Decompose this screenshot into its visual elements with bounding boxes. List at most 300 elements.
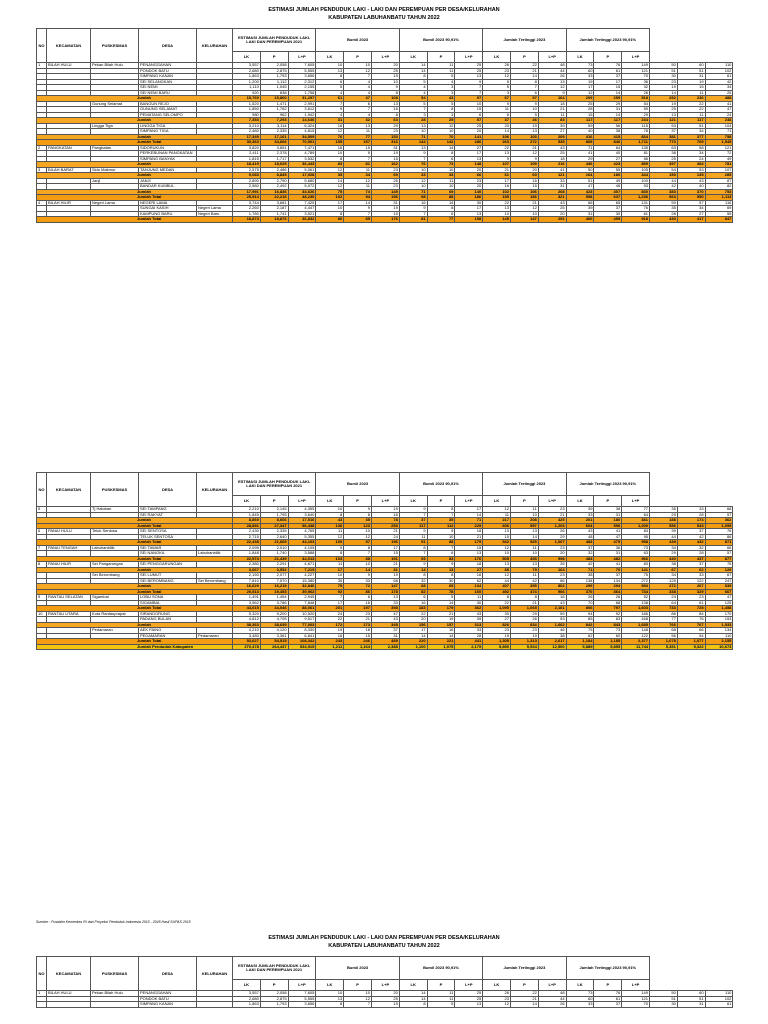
- cell-value: 117: [677, 118, 705, 124]
- cell-desa: GUNUNG SELAMAT: [139, 107, 197, 113]
- cell-value: 209: [538, 134, 566, 140]
- cell-value: 20: [511, 167, 539, 173]
- cell-value: 34: [705, 85, 733, 91]
- header-no: NO: [37, 957, 47, 991]
- cell-desa: SIDORUKUN: [139, 145, 197, 151]
- cell-desa: TELUK SENTOSA: [139, 534, 197, 540]
- cell-value: 88: [344, 556, 372, 562]
- cell-value: 69: [427, 189, 455, 195]
- cell-value: 36,832: [288, 217, 316, 223]
- header-group: Jumlah Tertinggi 2023: [483, 473, 566, 496]
- cell-value: 153: [371, 134, 399, 140]
- cell-value: 4,355: [288, 507, 316, 513]
- cell-value: 54: [399, 96, 427, 102]
- cell-value: 493: [511, 556, 539, 562]
- cell-no: 10: [37, 611, 47, 617]
- header-sub: LK: [233, 52, 261, 63]
- cell-value: 725: [677, 606, 705, 612]
- cell-value: 5,534: [511, 644, 539, 650]
- cell-value: 484: [566, 556, 594, 562]
- cell-value: 10: [399, 129, 427, 135]
- cell-value: 550: [677, 195, 705, 201]
- cell-value: 18,025: [260, 162, 288, 168]
- cell-value: 7: [399, 107, 427, 113]
- cell-value: 7,219: [288, 567, 316, 573]
- cell-value: 42: [705, 79, 733, 85]
- cell-value: 188: [650, 518, 678, 524]
- cell-value: 7: [399, 512, 427, 518]
- cell-value: 19: [511, 633, 539, 639]
- cell-value: 148: [455, 162, 483, 168]
- cell-value: 518: [622, 96, 650, 102]
- cell-value: 51: [650, 996, 678, 1002]
- cell-value: 34,666: [260, 140, 288, 146]
- cell-value: 243: [316, 639, 344, 645]
- cell-kelurahan: Pedamaran: [197, 633, 233, 639]
- header-desa: DESA: [139, 29, 197, 63]
- cell-value: 19: [371, 151, 399, 157]
- cell-value: 33: [427, 173, 455, 179]
- cell-value: 73: [566, 991, 594, 997]
- cell-value: 53: [650, 123, 678, 129]
- cell-value: 14: [650, 90, 678, 96]
- cell-value: 9: [399, 206, 427, 212]
- cell-value: 3,114: [260, 123, 288, 129]
- cell-no: 9: [37, 595, 47, 601]
- cell-value: 26: [511, 617, 539, 623]
- cell-value: 53: [538, 617, 566, 623]
- cell-value: 32: [399, 578, 427, 584]
- cell-value: 56,438: [288, 523, 316, 529]
- cell-desa: BANDAR KUMBUL: [139, 184, 197, 190]
- cell-value: 29: [650, 512, 678, 518]
- cell-value: 4,765: [288, 529, 316, 535]
- cell-value: 14: [511, 1002, 539, 1008]
- cell-value: 71: [399, 189, 427, 195]
- cell-value: 48: [538, 63, 566, 69]
- cell-value: 76: [316, 134, 344, 140]
- header-sub: P: [260, 980, 288, 991]
- cell-value: 1,203: [538, 523, 566, 529]
- cell-value: 37: [594, 573, 622, 579]
- cell-total-label: Jumlah: [37, 173, 233, 179]
- cell-value: 598: [566, 195, 594, 201]
- cell-value: 5,889: [566, 644, 594, 650]
- cell-value: 61: [705, 74, 733, 80]
- cell-value: 75: [316, 189, 344, 195]
- cell-value: 11: [344, 184, 372, 190]
- cell-value: 17: [594, 79, 622, 85]
- header-sub: L+P: [455, 52, 483, 63]
- cell-value: 91: [399, 540, 427, 546]
- cell-no: 1: [37, 991, 47, 997]
- cell-value: 1,793: [260, 74, 288, 80]
- cell-value: 15: [483, 534, 511, 540]
- cell-total-label: Jumlah: [37, 518, 233, 524]
- cell-desa: NEGERI LAMA: [139, 200, 197, 206]
- cell-value: 1,236: [622, 195, 650, 201]
- cell-value: 918: [622, 217, 650, 223]
- cell-value: 38: [566, 573, 594, 579]
- cell-value: 13: [344, 123, 372, 129]
- cell-value: 100: [622, 178, 650, 184]
- cell-puskesmas: Sigambal: [91, 595, 139, 601]
- cell-value: 482: [594, 556, 622, 562]
- cell-puskesmas: Negeri Lama: [91, 200, 139, 206]
- cell-value: 106: [511, 189, 539, 195]
- header-group: Jumlah Tertinggi 2023 90,91%: [566, 473, 649, 496]
- report-page-1: [0, 6, 768, 22]
- cell-value: 3,667: [233, 567, 261, 573]
- header-group: Bumil 2023: [316, 29, 399, 52]
- cell-value: 33: [399, 173, 427, 179]
- cell-total-label: Jumlah: [37, 622, 233, 628]
- cell-value: 83: [622, 562, 650, 568]
- cell-value: 31,297: [288, 96, 316, 102]
- cell-desa: SIGAMBAL: [139, 600, 197, 606]
- cell-value: 14,646: [288, 118, 316, 124]
- cell-puskesmas: Kota Rantauprapat: [91, 611, 139, 617]
- cell-value: 43: [538, 200, 566, 206]
- cell-value: 17,991: [233, 189, 261, 195]
- cell-value: 5,680: [288, 178, 316, 184]
- cell-value: 41: [538, 167, 566, 173]
- cell-value: 8: [399, 545, 427, 551]
- cell-value: 11: [427, 178, 455, 184]
- cell-value: 65: [427, 584, 455, 590]
- cell-value: 14: [399, 991, 427, 997]
- cell-value: 1,099: [705, 523, 733, 529]
- cell-total-label: Jumlah: [37, 189, 233, 195]
- cell-value: 9: [399, 529, 427, 535]
- cell-value: 22,216: [260, 195, 288, 201]
- cell-value: 6: [427, 156, 455, 162]
- cell-value: 4,671: [288, 562, 316, 568]
- cell-value: 32: [344, 118, 372, 124]
- cell-value: 44: [650, 178, 678, 184]
- cell-value: 22: [511, 63, 539, 69]
- cell-value: 5: [483, 79, 511, 85]
- cell-value: 23: [511, 628, 539, 634]
- cell-value: 37: [677, 529, 705, 535]
- cell-value: 492: [483, 589, 511, 595]
- cell-value: 78: [371, 518, 399, 524]
- cell-value: 44: [483, 578, 511, 584]
- cell-puskesmas: Tj Haloban: [91, 507, 139, 513]
- cell-value: 92: [316, 589, 344, 595]
- cell-value: 19: [316, 628, 344, 634]
- cell-value: 415: [594, 134, 622, 140]
- cell-value: 186: [455, 195, 483, 201]
- cell-value: 26: [538, 1002, 566, 1008]
- cell-value: 2,991: [288, 101, 316, 107]
- cell-value: 10: [483, 211, 511, 217]
- cell-value: 39: [538, 123, 566, 129]
- header-kelurahan: KELURAHAN: [197, 957, 233, 991]
- cell-value: 62: [677, 567, 705, 573]
- cell-value: 14: [399, 567, 427, 573]
- cell-value: 7: [399, 211, 427, 217]
- cell-value: 10: [316, 63, 344, 69]
- cell-value: 47: [344, 96, 372, 102]
- cell-desa: PEMATANG SELOMPO: [139, 112, 197, 118]
- cell-value: 66: [566, 200, 594, 206]
- cell-value: 11: [427, 996, 455, 1002]
- cell-value: 20: [483, 123, 511, 129]
- cell-value: 286: [455, 140, 483, 146]
- cell-value: 8: [316, 512, 344, 518]
- cell-value: 170: [705, 611, 733, 617]
- cell-value: 46: [538, 628, 566, 634]
- cell-value: 18: [538, 101, 566, 107]
- cell-value: 121: [705, 145, 733, 151]
- cell-value: 1,491: [233, 595, 261, 601]
- cell-value: 209: [566, 96, 594, 102]
- cell-value: 68: [371, 578, 399, 584]
- cell-value: 33: [566, 74, 594, 80]
- cell-value: 11: [511, 545, 539, 551]
- cell-value: 797: [594, 606, 622, 612]
- cell-desa: SEI RAKYAT: [139, 512, 197, 518]
- header-sub: P: [511, 496, 539, 507]
- cell-value: 7: [344, 107, 372, 113]
- cell-value: 134: [705, 628, 733, 634]
- cell-value: 259: [594, 96, 622, 102]
- cell-value: 9: [344, 206, 372, 212]
- cell-value: 272: [511, 140, 539, 146]
- cell-value: 770: [650, 140, 678, 146]
- cell-value: 3,640: [288, 512, 316, 518]
- cell-desa: BANGUN REJO: [139, 101, 197, 107]
- cell-value: 12: [316, 129, 344, 135]
- cell-value: 74: [344, 189, 372, 195]
- cell-value: 425: [538, 518, 566, 524]
- cell-value: 13: [427, 567, 455, 573]
- cell-value: 208: [511, 518, 539, 524]
- cell-value: 8: [399, 74, 427, 80]
- cell-value: 70: [594, 567, 622, 573]
- cell-value: 596: [594, 523, 622, 529]
- cell-value: 8: [427, 107, 455, 113]
- cell-value: 196: [371, 195, 399, 201]
- cell-value: 16,836: [260, 189, 288, 195]
- cell-value: 29: [650, 551, 678, 557]
- cell-value: 525: [511, 540, 539, 546]
- cell-value: 3,521: [288, 211, 316, 217]
- cell-value: 14: [344, 200, 372, 206]
- cell-value: 149: [622, 63, 650, 69]
- cell-value: 767: [677, 622, 705, 628]
- cell-value: 1,078: [650, 639, 678, 645]
- cell-value: 23: [371, 184, 399, 190]
- cell-value: 50: [650, 63, 678, 69]
- cell-value: 35: [344, 518, 372, 524]
- cell-value: 32: [677, 545, 705, 551]
- cell-value: 47: [566, 184, 594, 190]
- header-group: Jumlah Tertinggi 2023 90,91%: [566, 29, 649, 52]
- cell-desa: PONDOK BATU: [139, 68, 197, 74]
- cell-value: 172: [316, 622, 344, 628]
- cell-value: 162: [371, 162, 399, 168]
- cell-value: 14: [316, 178, 344, 184]
- cell-value: 1,110: [233, 85, 261, 91]
- cell-value: 178: [371, 589, 399, 595]
- cell-value: 36: [622, 79, 650, 85]
- cell-value: 30: [483, 611, 511, 617]
- cell-value: 15: [344, 145, 372, 151]
- cell-value: 3,532: [288, 156, 316, 162]
- cell-value: 3,681: [260, 200, 288, 206]
- cell-value: 2,715: [233, 534, 261, 540]
- cell-value: 121: [650, 118, 678, 124]
- cell-value: 958: [622, 540, 650, 546]
- title-line-2: KABUPATEN LABUHANBATU TAHUN 2022: [328, 15, 440, 21]
- cell-value: 30: [455, 200, 483, 206]
- cell-kecamatan: BILAH HULU: [47, 991, 91, 997]
- cell-value: 42: [650, 184, 678, 190]
- cell-value: 9: [371, 85, 399, 91]
- cell-value: 24: [371, 534, 399, 540]
- cell-value: 10: [427, 167, 455, 173]
- cell-value: 556: [650, 523, 678, 529]
- cell-value: 2,380: [233, 562, 261, 568]
- cell-value: 54,515: [260, 639, 288, 645]
- cell-value: 10,520: [288, 611, 316, 617]
- cell-value: 267: [677, 584, 705, 590]
- cell-value: 23: [538, 573, 566, 579]
- cell-value: 25: [650, 156, 678, 162]
- cell-value: 122: [677, 578, 705, 584]
- cell-value: 483: [566, 540, 594, 546]
- cell-value: 155: [483, 195, 511, 201]
- cell-value: 22,438: [233, 540, 261, 546]
- cell-value: 238: [705, 118, 733, 124]
- cell-no: 6: [37, 529, 47, 535]
- cell-value: 1,100: [399, 644, 427, 650]
- cell-value: 34: [650, 545, 678, 551]
- cell-value: 667: [705, 589, 733, 595]
- cell-value: 61: [622, 211, 650, 217]
- cell-value: 28: [399, 118, 427, 124]
- cell-value: 17: [399, 628, 427, 634]
- cell-value: 37: [594, 74, 622, 80]
- cell-value: 59: [538, 611, 566, 617]
- header-sub: LK: [483, 496, 511, 507]
- cell-value: 7: [316, 595, 344, 601]
- cell-value: 13: [371, 101, 399, 107]
- cell-value: 173: [344, 622, 372, 628]
- cell-value: 24: [677, 156, 705, 162]
- cell-value: 11: [455, 595, 483, 601]
- cell-value: 272: [622, 578, 650, 584]
- cell-value: 75: [705, 562, 733, 568]
- cell-value: 11: [677, 90, 705, 96]
- cell-value: 920: [233, 90, 261, 96]
- cell-value: 436: [566, 162, 594, 168]
- cell-value: 44,103: [288, 540, 316, 546]
- cell-value: 9: [399, 151, 427, 157]
- cell-value: 6: [344, 101, 372, 107]
- cell-value: 1,711: [622, 140, 650, 146]
- cell-value: 34,626: [288, 189, 316, 195]
- cell-value: 125: [705, 600, 733, 606]
- cell-value: 8: [316, 156, 344, 162]
- cell-value: 834: [511, 622, 539, 628]
- cell-value: 83: [594, 617, 622, 623]
- cell-value: 19: [371, 206, 399, 212]
- cell-value: 35: [650, 206, 678, 212]
- cell-value: 7: [399, 156, 427, 162]
- cell-value: 34: [677, 151, 705, 157]
- cell-value: 147: [371, 584, 399, 590]
- cell-value: 40: [594, 151, 622, 157]
- cell-value: 82: [705, 184, 733, 190]
- header-sub: L+P: [622, 980, 650, 991]
- cell-value: 31: [594, 107, 622, 113]
- cell-value: 61: [594, 68, 622, 74]
- cell-value: 8: [371, 90, 399, 96]
- cell-value: 2,010: [260, 545, 288, 551]
- cell-value: 38,639: [260, 622, 288, 628]
- cell-value: 22: [677, 101, 705, 107]
- cell-value: 1,741: [260, 211, 288, 217]
- cell-value: 55: [594, 167, 622, 173]
- cell-value: 24: [316, 611, 344, 617]
- cell-value: 1,863: [233, 1002, 261, 1008]
- cell-value: 42: [677, 534, 705, 540]
- cell-value: 637: [594, 195, 622, 201]
- cell-value: 57: [705, 512, 733, 518]
- cell-value: 30: [650, 1002, 678, 1008]
- cell-value: 8,869: [233, 518, 261, 524]
- cell-value: 11: [344, 129, 372, 135]
- cell-value: 147: [511, 217, 539, 223]
- cell-value: 430: [650, 217, 678, 223]
- cell-value: 144: [399, 140, 427, 146]
- cell-value: 31: [371, 200, 399, 206]
- header-sub: P: [344, 52, 372, 63]
- cell-value: 70: [622, 1002, 650, 1008]
- cell-value: 3,552: [260, 567, 288, 573]
- cell-value: 32,846: [288, 584, 316, 590]
- cell-value: 15,769: [233, 96, 261, 102]
- cell-value: 88: [427, 195, 455, 201]
- cell-value: 16,629: [233, 584, 261, 590]
- cell-value: 134: [594, 578, 622, 584]
- cell-value: 68: [399, 584, 427, 590]
- cell-puskesmas: Sido Makmur: [91, 167, 139, 173]
- cell-value: 3,820: [233, 145, 261, 151]
- header-kecamatan: KECAMATAN: [47, 957, 91, 991]
- cell-value: 68: [594, 600, 622, 606]
- cell-value: 407: [594, 189, 622, 195]
- cell-value: 539: [705, 584, 733, 590]
- cell-value: 593: [622, 584, 650, 590]
- cell-value: 272: [650, 584, 678, 590]
- cell-value: 78: [622, 129, 650, 135]
- cell-value: 12: [344, 178, 372, 184]
- cell-value: 5: [511, 112, 539, 118]
- cell-desa: SEI NANGKA: [139, 551, 197, 557]
- header-sub: L+P: [538, 496, 566, 507]
- cell-value: 3: [427, 85, 455, 91]
- cell-value: 33: [677, 573, 705, 579]
- cell-value: 8: [427, 151, 455, 157]
- cell-value: 47: [371, 611, 399, 617]
- cell-value: 460: [566, 217, 594, 223]
- cell-value: 18: [344, 628, 372, 634]
- cell-value: 7: [344, 1002, 372, 1008]
